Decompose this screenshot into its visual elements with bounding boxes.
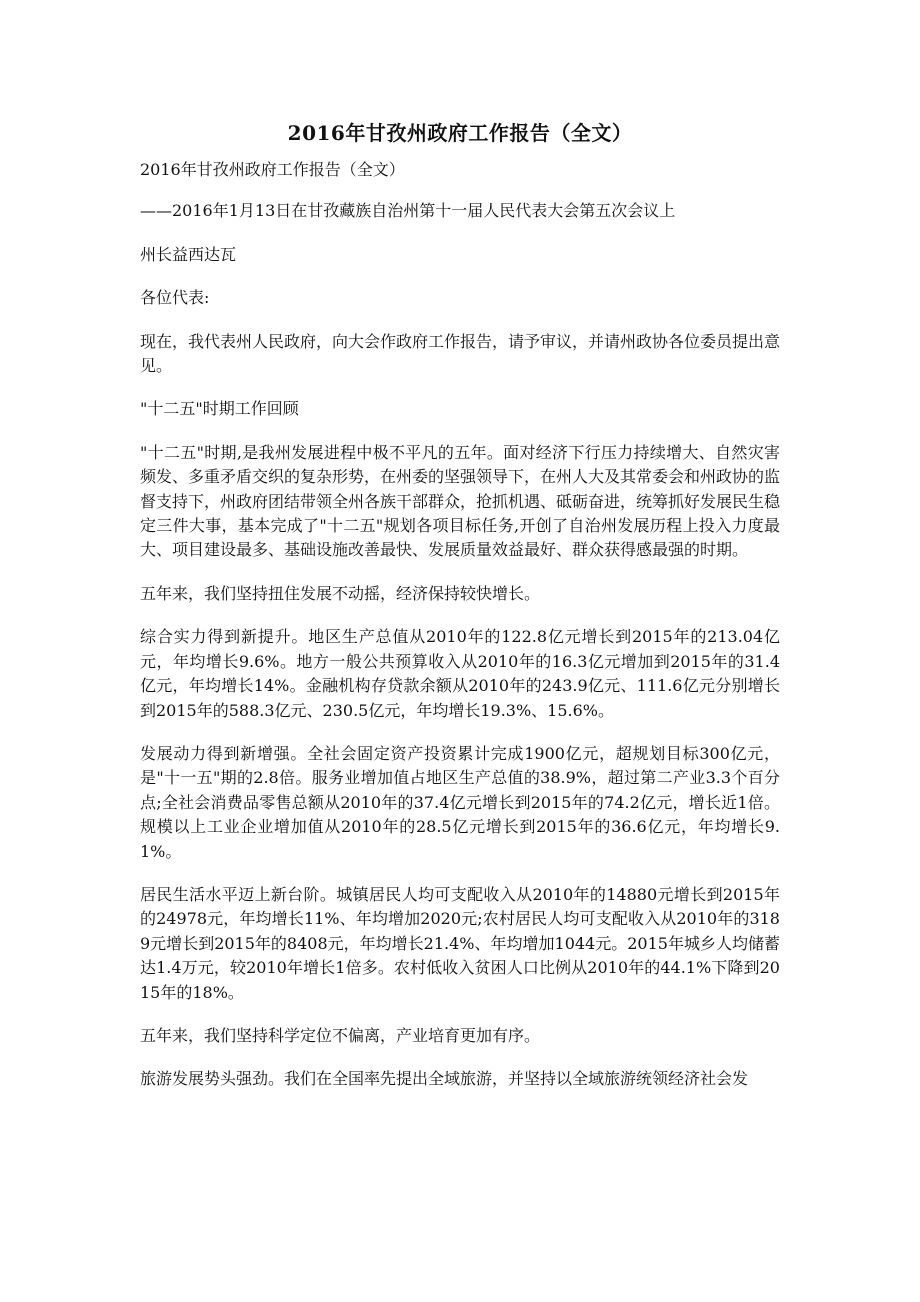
- body-paragraph: 综合实力得到新提升。地区生产总值从2010年的122.8亿元增长到2015年的213.04亿元，年均增长9.6%。地方一般公共预算收入从2010年的16.3亿元增加到2015年的31.4亿元，年均增长14%。金融机构存贷款余额从2010年的243.9亿元、111.6亿元分别增长到2015年的588.3亿元、230.5亿元，年均增长19.3%、15.6%。: [140, 627, 780, 720]
- body-paragraph: 旅游发展势头强劲。我们在全国率先提出全域旅游，并坚持以全域旅游统领经济社会发: [140, 1069, 749, 1089]
- body-paragraph: 居民生活水平迈上新台阶。城镇居民人均可支配收入从2010年的14880元增长到2015年的24978元，年均增长11%、年均增加2020元;农村居民人均可支配收入从2010年的3189元增长到2015年的8408元，年均增长21.4%、年均增加1044元。2015年城乡人均储蓄达1.4万元，较2010年增长1倍多。农村低收入贫困人口比例从2010年的44.1%下降到2015年的18%。: [140, 884, 780, 1002]
- section-heading: "十二五"时期工作回顾: [140, 399, 299, 419]
- body-paragraph: 五年来，我们坚持扭住发展不动摇，经济保持较快增长。: [140, 583, 541, 603]
- salutation: 各位代表:: [140, 288, 210, 308]
- intro-paragraph: 现在，我代表州人民政府，向大会作政府工作报告，请予审议，并请州政协各位委员提出意见。: [140, 331, 781, 376]
- subtitle-paragraph: 2016年甘孜州政府工作报告（全文）: [140, 160, 405, 179]
- meeting-line: ——2016年1月13日在甘孜藏族自治州第十一届人民代表大会第五次会议上: [140, 201, 676, 221]
- body-paragraph: 发展动力得到新增强。全社会固定资产投资累计完成1900亿元，超规划目标300亿元，是"十一五"期的2.8倍。服务业增加值占地区生产总值的38.9%，超过第二产业3.3个百分点;全社会消费品零售总额从2010年的37.4亿元增长到2015年的74.2亿元，增长近1倍。规模以上工业企业增加值从2010年的28.5亿元增长到2015年的36.6亿元，年均增长9.1%。: [140, 743, 780, 861]
- document-page: [140, 118, 780, 1111]
- speaker-line: 州长益西达瓦: [140, 244, 237, 264]
- body-paragraph: "十二五"时期,是我州发展进程中极不平凡的五年。面对经济下行压力持续增大、自然灾害频发、多重矛盾交织的复杂形势，在州委的坚强领导下，在州人大及其常委会和州政协的监督支持下，州政府团结带领全州各族干部群众，抢抓机遇、砥砺奋进，统筹抓好发展民生稳定三件大事，基本完成了"十二五"规划各项目标任务,开创了自治州发展历程上投入力度最大、项目建设最多、基础设施改善最快、发展质量效益最好、群众获得感最强的时期。: [140, 442, 781, 560]
- document-title: 2016年甘孜州政府工作报告（全文）: [287, 121, 633, 145]
- body-paragraph: 五年来，我们坚持科学定位不偏离，产业培育更加有序。: [140, 1025, 541, 1045]
